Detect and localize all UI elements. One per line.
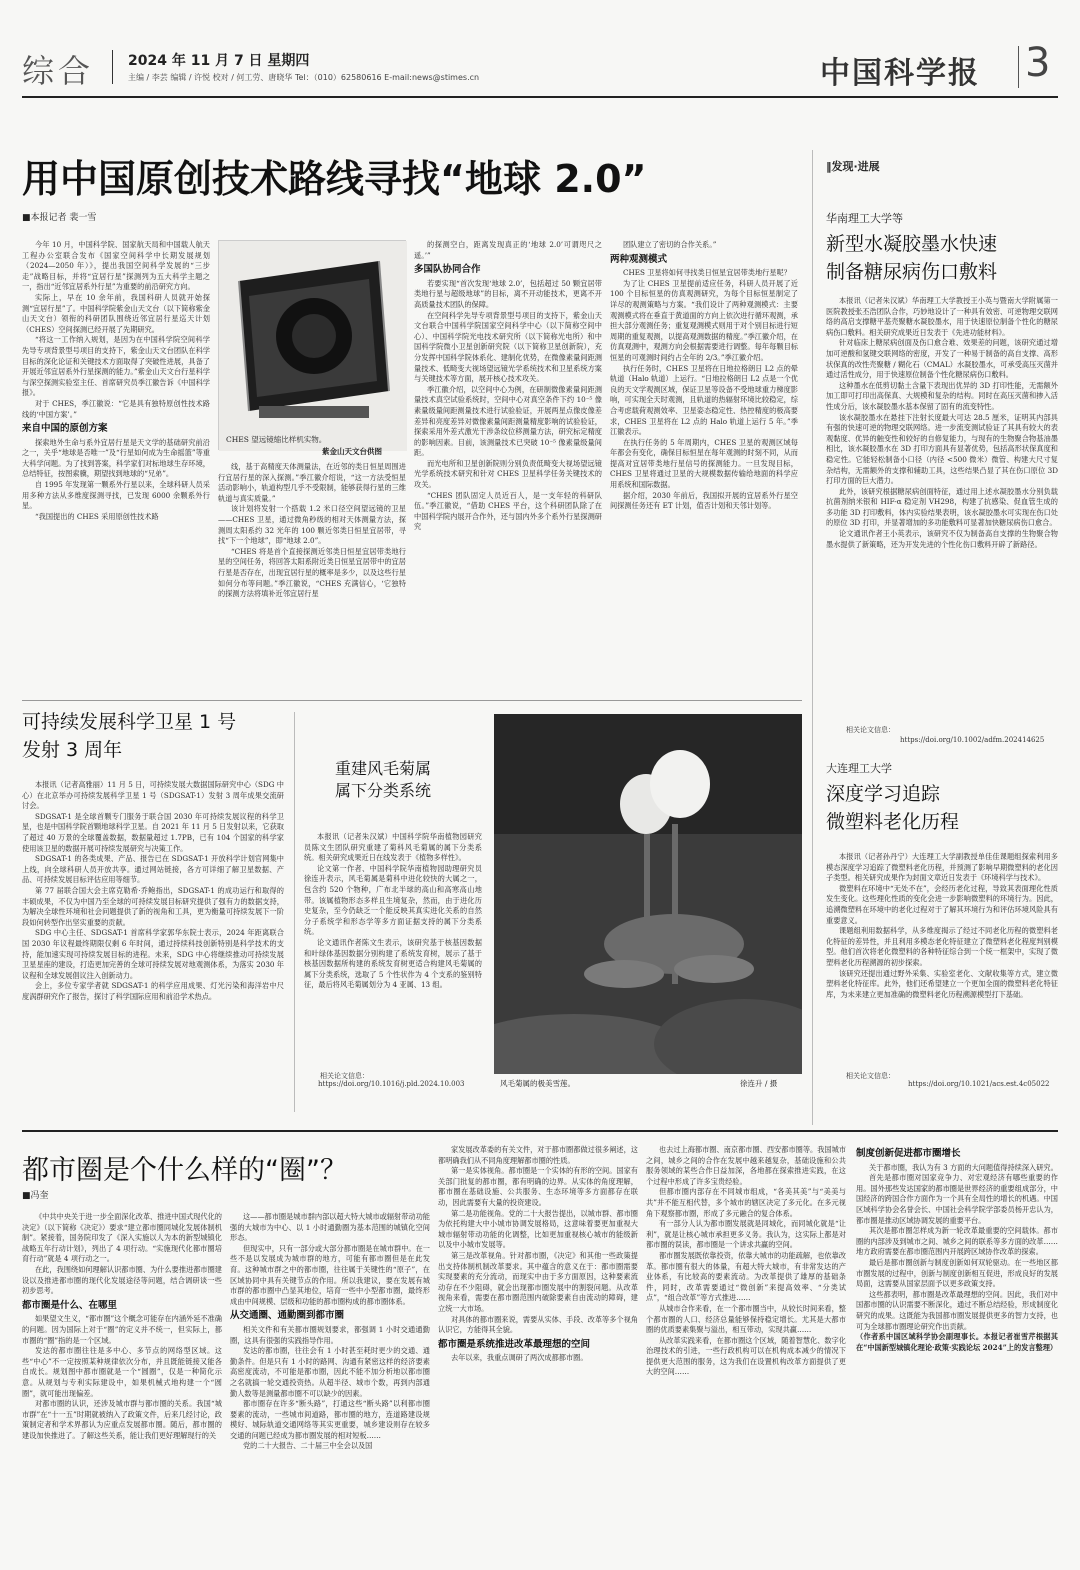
paragraph: 对于 CHES，季江徽说：“它是具有独特原创性技术路线的‘中国方案’。” <box>22 398 210 419</box>
paragraph: 也去过上海都市圈、南京都市圈、西安都市圈等。我国城市之间，城乡之间的合作在发展中越来越复杂，基础设施和公共服务领域的某些合作日益加深，各地都在探索推进实践，在这个过程中形成了许多宝贵经验。 <box>646 1145 846 1186</box>
paragraph: 相关文件和有关都市圈规划要求，都强调 1 小时交通通勤圈，这具有很强的实践指导作用。 <box>230 1324 430 1345</box>
article-headline-line-2: 属下分类系统 <box>335 781 432 800</box>
masthead-rule <box>22 96 1058 98</box>
subhead: 从交通圈、通勤圈到都市圈 <box>230 1310 345 1322</box>
metro-col-1 <box>22 1212 222 1564</box>
paragraph: 这些都表明，都市圈是改革最理想的空间。因此，我们对中国都市圈的认识需要不断深化，通过不断总结经验，形成制度化研究的成果。这既能为我国都市圈发展提供更多的智力支持，也可为全球都市圈理论研究作出贡献。 <box>856 1289 1058 1331</box>
paragraph: “CHES 团队固定人员近百人，是一支年轻的科研队伍。”季江徽说，“借助 CHES 平台，这个科研团队除了在中国科学院内展开合作外，还与国内外多个系外行星探测研究 <box>414 490 602 532</box>
paragraph: 这种墨水在低剪切黏土含量下表现出优异的 3D 打印性能，无需额外加工即可打印出高保真、大规模和复杂的结构。同时在高压灭菌和掺入活性成分后，该水凝胶墨水基本保留了固有的流变特性。 <box>826 380 1058 411</box>
paragraph: 自 1995 年发现第一颗系外行星以来，全球科研人员采用多种方法从多维度探测寻找，已发现 6000 余颗系外行星。 <box>22 480 210 511</box>
paragraph: 针对临床上糖尿病创面及伤口愈合难、效果差的问题，该研究通过增加可逆酸和氢键交联网络的密度，开发了一种易于制备的高自支撑、高形状保真的改性壳聚糖 / 糊化石（CMAL）水凝胶墨水，可承受高压灭菌并通过活性成分，用于快速原位制备个性化糖尿病伤口敷料。 <box>826 338 1058 380</box>
paragraph: 微塑料在环境中“无处不在”，会经历老化过程，导致其表面理化性质发生变化。这些理化性质的变化会进一步影响微塑料的环境行为。因此，追溯微塑料在环境中的老化过程对于了解其环境行为和评估环境风险具有重要意义。 <box>826 883 1058 925</box>
paragraph: 为了让 CHES 卫星提前适应任务，科研人员开展了近 100 个目标恒星的仿真观测研究，为每个目标恒星制定了详尽的观测策略与方案。“我们设计了两种观测模式：主要观测模式将在垂直于黄道面的方向上依次进行循环观测，承担大部分观测任务；重复观测模式则用于对个别目标进行短周期的重复观测，以提高观测数据的精度。”季江徽介绍，在仿真观测中，观测方向会根据需要进行调整。每年每颗目标恒星的可观测时间约占全年的 2/3。”季江徽介绍。 <box>610 278 798 362</box>
paragraph: 论文通讯作者陈文生表示，该研究基于核基因数据和叶绿体基因数据分别构建了系统发育树，展示了基于核基因数据所构建的系统发育树更适合构建风毛菊属的属下分类系统，选取了 5 个性状作为 4 个支系的鉴别特征，最后将风毛菊属划分为 4 亚属、13 组。 <box>304 937 482 990</box>
paragraph: 论文通讯作者王小英表示，该研究不仅为制备高自支撑的生物聚合物墨水提供了新策略，还为开发先进的个性化伤口敷料开辟了新路径。 <box>826 529 1058 549</box>
editor-line: 主编 / 李芸 编辑 / 许悦 校对 / 何工劳、唐晓华 Tel：（010）62580616 E-mail:news@stimes.cn <box>128 73 480 82</box>
article-headline-line-1: 深度学习追踪 <box>826 783 941 805</box>
paragraph: 该计划将发射一个搭载 1.2 米口径空间望远镜的卫星——CHES 卫星，通过微角秒级的相对天体测量方法，探测周太阳系约 32 光年的 100 颗近邻类日恒星宜居带，寻找“下一个地球”，即“地球 2.0”。 <box>218 504 406 546</box>
lead-headline: 用中国原创技术路线寻找“地球 2.0” <box>22 157 647 201</box>
metro-headline: 都市圈是个什么样的“圈”？ <box>22 1155 347 1186</box>
article-headline-line-2: 发射 3 周年 <box>22 739 123 761</box>
column-divider <box>294 712 295 1112</box>
paragraph: 但现实中，只有一部分或大部分都市圈是在城市群中。在一些不是以发展成为城市群的地方，可能有都市圈但是在此发育。这种城市群之中的都市圈，往往属于关键性的“原子”，在区域协同中具有关键节点的作用。所以我建议，要在发展有城市群的都市圈中凸显其地位，培育一些中小型都市圈，最终形成由中间规模、层级和功能的都市圈构成的都市圈体系。 <box>230 1243 430 1306</box>
doi-link[interactable]: https://doi.org/10.1021/acs.est.4c05022 <box>908 1080 1050 1088</box>
paragraph: 有一部分人认为都市圈发展就是同城化，而同城化就是“让利”，就是让核心城市承担更多义务。我认为，这实际上都是对都市圈的误读，都市圈是一个讲求共赢的空间。 <box>646 1219 846 1250</box>
paragraph: 实际上，早在 10 余年前，我国科研人员就开始探测“宜居行星”了。中国科学院紫金山天文台（以下简称紫金山天文台）领衔的科研团队围绕近邻宜居行星巡天计划（CHES）空间探测已经开展了先期研究。 <box>22 292 210 334</box>
metro-col-2 <box>230 1212 430 1564</box>
article-headline-line-1: 新型水凝胶墨水快速 <box>826 233 998 255</box>
page-number: 3 <box>1025 40 1051 86</box>
article-headline-line-2: 微塑料老化历程 <box>826 811 960 833</box>
date-line: 2024 年 11 月 7 日 星期四 <box>128 53 310 69</box>
paragraph: 但都市圈内部存在不同城市组成，“各美其美”与“美美与共”并不能互相代替，多个城市的辖区决定了多元化。在多元视角下观察都市圈，形成了多元融合的复合体系。 <box>646 1187 846 1218</box>
paragraph: 此外，该研究根据糖尿病创面特征，通过用上述水凝胶墨水分别负载抗菌剂纳米银和 HIF-α 稳定剂 VH298，构建了抗感染、促血管生成的多功能 3D 打印敷料，体内实验结果表明，该水凝胶墨水可实现在伤口处的原位 3D 打印，并显著增加的多功能敷料可显著加快糖尿病伤口愈合。 <box>826 486 1058 528</box>
paragraph: SDG 中心主任、SDGSAT-1 首席科学家郭华东院士表示，2024 年距离联合国 2030 年议程最终期限仅剩 6 年时间，通过持续科技创新特别是科学技术的支持，能加速实现可持续发展目标的进程。未来，SDG 中心将继续推动可持续发展卫星星座的建设，打造更加完善的全球可持续发展对地观测体系，为落实 2030 年议程和全球发展倡议注入创新动力。 <box>22 928 284 980</box>
doi-link[interactable]: https://doi.org/10.1002/adfm.202414625 <box>900 736 1045 744</box>
article-body <box>826 296 1058 716</box>
paragraph: 该研究还提出通过野外采集、实验室老化、文献收集等方式，建立微塑料老化特征库。此外，他们还希望建立一个更加全面的微塑料老化特征库，为未来建立更加准确的微塑料老化历程溯源模型打下基础。 <box>826 968 1058 999</box>
paragraph: 其次是都市圈怎样成为新一轮改革最重要的空间载体。都市圈的内部涉及到城市之间、城乡之间的联系等多方面的改革……地方政府需要在都市圈范围内开展跨区域协作改革的探索。 <box>856 1226 1058 1257</box>
author-note: （作者系中国区域科学协会副理事长。本报记者崔雪芹根据其在“中国新型城镇化理论·政策·实践论坛 2024”上的发言整理） <box>856 1332 1058 1352</box>
snow-lotus-credit: 徐连升 / 摄 <box>740 1079 778 1088</box>
metro-col-4 <box>646 1145 846 1564</box>
sidebar-divider <box>812 150 813 1125</box>
paragraph: “CHES 将是首个直接探测近邻类日恒星宜居带类地行星的空间任务，将回答太阳系附近类日恒星宜居带中的宜居行星是否存在，出现宜居行星的概率是多少，以及这些行星如何分布等问题。”季江徽说，“CHES 充满信心，‘它独特的探测方法将填补近邻宜居行星 <box>218 546 406 599</box>
metro-byline: ■冯奎 <box>22 1191 49 1201</box>
paragraph: 第三是改革视角。针对都市圈，《决定》和其他一些政策提出支持体制机制改革要求。其中蕴含的意义在于：都市圈需要实现要素的充分流动，而现实中由于多方面原因，这种要素流动存在不少阻碍，就会出现都市圈发展中的割裂问题。从改革视角来看，需要在都市圈范围内破除要素自由流动的障碍，建立统一大市场。 <box>438 1250 638 1313</box>
subhead: 都市圈是什么、在哪里 <box>22 1299 118 1311</box>
article-body <box>22 780 284 1115</box>
paragraph: 该水凝胶墨水在悬挂下注射长度最大可达 28.5 厘米，证明其内部具有强的快速可逆的物理交联网络。进一步流变测试验证了其具有较大的表观黏度、优异的触变性和较好的自修复能力，与现有的生物聚合物基油墨相比，该水凝胶墨水在 3D 打印方面具有显著优势，包括高形状保真度和稳定性。它能轻松制备小口径（内径 <500 微米）微管、构建大尺寸复杂结构，无需额外的支撑和辅助工具，这些结果凸显了其在伤口原位 3D 打印方面的巨大潜力。 <box>826 412 1058 486</box>
paragraph: 的探测空白，距离发现真正的‘地球 2.0’可谓咫尺之遥。’” <box>414 240 602 260</box>
page-num-divider <box>1018 46 1019 88</box>
paragraph: 都市圈发展既依靠投资，依靠大城市的功能疏解，也依靠改革。都市圈有很大的体量，有超大特大城市，有非常发达的产业体系，有比较高的要素流动。为改革提供了雄厚的基础条件，同时，改革需要通过“微创新”来提高效率、“分类试点”，“组合改革”等方式推进…… <box>646 1250 846 1303</box>
paragraph: 去年以来，我重点调研了两次成都都市圈。 <box>450 1353 588 1363</box>
paragraph: 若要实现“首次发现‘地球 2.0’，包括超过 50 颗宜居带类地行星与超级地球”的目标，离不开动能技术，更离不开高质量技术团队的保障。 <box>414 278 602 309</box>
paragraph: 对具体的都市圈来说，需要从实体、手段、改革等多个视角认识它，方能得其全貌。 <box>438 1314 638 1335</box>
paragraph: 第一是实体视角。都市圈是一个实体的有形的空间。国家有关部门批复的都市圈，都有明确的边界。从实体的角度理解，都市圈在基础设施、公共服务、生态环境等多方面都存在联动，因此需要有大量的投资建设。 <box>438 1166 638 1207</box>
article-headline-line-1: 可持续发展科学卫星 1 号 <box>22 711 237 733</box>
paragraph: SDGSAT-1 是全球首颗专门服务于联合国 2030 年可持续发展议程的科学卫星，也是中国科学院首颗地球科学卫星。自 2021 年 11 月 5 日发射以来，它获取了超过 40 万景的全球覆盖数据，数据量超过 1.7PB，已有 104 个国家的科学家使用该卫星的数据开展可持续发展研究与决策工作。 <box>22 811 284 853</box>
paragraph: 本报讯（记者朱汉斌）华南理工大学教授王小英与暨南大学附属第一医院教授张丕浩团队合作，巧妙地设计了一种具有效密、可逆物理交联网络的高启支撑糖平基壳聚糖水凝胶墨水，用于快速原位制备个性化的糖尿病伤口敷料。相关研究成果近日发表于《先进功能材料》。 <box>826 296 1058 337</box>
paragraph: 今年 10 月，中国科学院、国家航天局和中国载人航天工程办公室联合发布《国家空间科学中长期发展规划（2024—2050 年）》，提出我国空间科学发展的“三步走”战略目标，并将“宜居行星”探测列为五大科学主题之一，指出“近邻宜居系外行星”为重要的前沿研究方向。 <box>22 240 210 292</box>
paragraph: 第 77 届联合国大会主席克勒希·乔鲍指出，SDGSAT-1 的成功运行和取得的丰硕成果，不仅为中国乃至全球的可持续发展目标研究提供了强有力的数据支持，为解决全球性环境和社会问题提供了新的视角和工具，更为衡量可持续发展下一阶段如何转型作出坚实重要的贡献。 <box>22 885 284 927</box>
ches-telescope-photo <box>218 240 406 450</box>
paragraph: 本报讯（记者高雅丽）11 月 5 日，可持续发展大数据国际研究中心（SDG 中心）在北京举办可持续发展科学卫星 1 号（SDGSAT-1）发射 3 周年成果交流研讨会。 <box>22 780 284 811</box>
paragraph: 线，基于高精度天体测量法，在近邻的类日恒星周围进行宜居行星的深入探测。”季江徽介绍说，“这一方法受恒星活动影响小，轨道构型几乎不受限制，能够获得行星的三维轨道与真实质量。” <box>218 462 406 503</box>
paragraph: 发达的都市圈，往往会有 1 小时甚至耗时更少的交通、通勤条件。但是只有 1 小时的路网、沟通有紧密这样的经济要素高密度流动，不可能是都市圈，因此不能不加分析地以都市圈之名就搞一轮交通投资热。从超半径、城市个数，再到内部通勤人数等是测量都市圈不可以缺少的因素。 <box>230 1346 430 1398</box>
paragraph: 首先是都市圈对国家竞争力、对宏观经济有哪些重要的作用。国外那些发达国家的都市圈是世界经济的重要组成部分，中国经济的跨国合作方面作为一个具有全局性的增长的机遇。中国区域科学协会名誉会长、中国社会科学院学部委员杨开忠认为，都市圈是推动区域协调发展的重要平台。 <box>856 1173 1058 1225</box>
paragraph: 关于都市圈，我认为有 3 方面的大问题值得持续深入研究。 <box>868 1162 1058 1172</box>
subhead: 都市圈是系统推进改革最理想的空间 <box>438 1338 591 1350</box>
paragraph: 对都市圈的认识，还涉及城市群与都市圈的关系。我国“城市群”在“十一五”时期就被纳入了政策文件，后来几经讨论，政策制定者和学术界都认为应重点发展都市圈。随后，都市圈的建设加快推进了。了解这些关系，能让我们更好理解现行的关 <box>22 1399 222 1440</box>
paragraph: 从城市合作来看，在一个都市圈当中，从较长时间来看，整个都市圈的人口、经济总量能够保持稳定增长。尤其是大都市圈的优质要素集聚与溢出，相互带动，实现共赢…… <box>646 1303 846 1335</box>
paragraph: “我国提出的 CHES 采用原创性技术路 <box>34 511 159 521</box>
article-kicker: 大连理工大学 <box>826 762 892 775</box>
subhead: 制度创新促进都市圈增长 <box>856 1148 961 1159</box>
paragraph: 最后是都市圈创新与制度创新如何双轮驱动。在一些地区都市圈发展的过程中，创新与制度创新相互促进，形成良好的发展局面，这需要从国家层面予以更多政策支持。 <box>856 1257 1058 1289</box>
paragraph: 课题组利用数据科学，从多维度揭示了经过不同老化历程的微塑料老化特征的差异性，并且利用多模态老化特征建立了微塑料老化程度判别模型。他们首次将老化微塑料的各种特征综合到一个统一框架中，实现了微塑料老化历程溯源的初步探索。 <box>826 926 1058 967</box>
paragraph: 本报讯（记者孙丹宁）大连理工大学副教授单佳佳课题组探索利用多模态深度学习追踪了微塑料老化历程，并预测了影响早期微塑料的老化因子类型。相关研究成果作为封面文章近日发表于《环境科学与技术》。 <box>826 852 1058 883</box>
section-rule <box>22 700 802 701</box>
paragraph: 从改革实践来看，在都市圈这个区域，随着智慧化、数字化治理技术的引进，一些行政机构可以在机构成本减少的情况下提供更大范围的服务，这为我们在设置机构改革方面提供了更大的空间…… <box>646 1335 846 1377</box>
article-headline-line-2: 制备糖尿病伤口敷料 <box>826 261 998 283</box>
ches-photo-credit: 紫金山天文台供图 <box>322 447 382 456</box>
paragraph: 团队建立了密切的合作关系。” <box>622 240 717 249</box>
paragraph: “将这一工作纳入规划，是因为在中国科学院空间科学先导专项背景型号项目的支持下，紫金山天文台团队在科学目标的深化论证和关键技术方面取得了突破性进展，具备了开展近邻宜居系外行星探测的能力。”紫金山天文台行星科学与深空探测实验室主任、首席研究员季江徽告诉《中国科学报》。 <box>22 335 210 398</box>
paragraph: 探索地外生命与系外宜居行星是天文学的基础研究前沿之一，关乎“地球是否唯一”及“行星如何成为生命摇篮”等重大科学问题。为了找到答案，科学家们对标地球生存环境，总结特征，按图索骥，期望找到地球的“兄弟”。 <box>22 437 210 479</box>
lead-byline: ■本报记者 裴一雪 <box>22 213 97 223</box>
paragraph: 《中共中央关于进一步全面深化改革、推进中国式现代化的决定》（以下简称《决定》）要求“建立都市圈同城化发展体制机制”。紧接着，国务院印发了《深入实施以人为本的新型城镇化战略五年行动计划》，列出了 4 项行动。“实施现代化都市圈培育行动”就是 4 项行动之一。 <box>22 1212 222 1264</box>
section-label: 综合 <box>22 52 95 90</box>
metro-col-5 <box>856 1145 1058 1564</box>
paragraph: 而光电所和卫星创新院则分别负责低畸变大视场望远镜光学系统技术研究和针对 CHES 卫星科学任务关键技术的攻关。 <box>414 458 602 490</box>
paper-info-label: 相关论文信息： <box>846 1072 895 1080</box>
paragraph: 这——都市圈是城市群内部以超大特大城市或辐射带动功能强的大城市为中心、以 1 小时通勤圈为基本范围的城镇化空间形态。 <box>230 1212 430 1243</box>
paragraph: 季江徽介绍，以空间中心为例，在研制微像素量间距测量技术真空试验系统时，空间中心对真空条件下约 10⁻⁵ 像素量级量间距测量技术进行试验验证，开展两星点像皮像差差异和亮度差异对微像素量间距测量精度影响的试验验证，探索采用外差式激光干涉条纹位移测量方法，研究标定精度的影响因素。目前，该测量技术已突破 10⁻⁵ 像素量级量间距。 <box>414 384 602 458</box>
doi-link[interactable]: https://doi.org/10.1016/j.pld.2024.10.003 <box>318 1080 465 1088</box>
paper-info-label: 相关论文信息： <box>320 1072 369 1080</box>
paragraph: 如果望文生义，“都市圈”这个概念可能存在内涵外延不准确的问题。因为国际上对于“圈”的定义并不统一，但实际上，都市圈的“圈”指的是一个区域。 <box>22 1314 222 1345</box>
paragraph: 论文第一作者、中国科学院华南植物园助理研究员徐连升表示，风毛菊属是菊科中进化较快的大属之一，包含约 520 个物种，广布北半球的高山和高寒高山地带。该属植物形态多样且生境复杂，然而，由于进化历史复杂，至今仍缺乏一个能反映其真实进化关系的自然分子系统学和形态学等多方面证据支持的属下分类系统。 <box>304 863 482 937</box>
article-body <box>826 852 1058 1067</box>
paragraph: 都市圈存在许多“断头路”，打通这些“断头路”以利都市圈要素的流动，一些城市间道路，都市圈的地方，连道路建设规模好、城际轨道交通网络等其实更重要，城乡建设则存在较多交通的问题已经成为都市圈发展的相对短板…… <box>230 1399 430 1440</box>
masthead-divider <box>112 50 113 84</box>
paragraph: 党的二十大报告、二十届三中全会以及国 <box>242 1441 373 1451</box>
metro-col-3 <box>438 1145 638 1564</box>
paragraph: 据介绍，2030 年前后，我国拟开展的宜居系外行星空间探测任务还有 ET 计划，值否计划和天邻计划等。 <box>610 490 798 511</box>
sidebar-label: ‖发现·进展 <box>826 160 880 173</box>
snow-lotus-photo <box>494 714 802 1074</box>
subhead: 多国队协同合作 <box>414 264 481 276</box>
paragraph: 在空间科学先导专项背景型号项目的支持下，紫金山天文台联合中国科学院国家空间科学中心（以下简称空间中心）、中国科学院光电技术研究所（以下简称光电所）和中国科学院微小卫星创新研究院（以下简称卫星创新院），充分发挥中国科学院体系化、建制化优势，在微像素量间距测量技术、低畸变大视场望远镜光学系统技术和卫星系统方案与关键技术等方面，展开核心技术攻关。 <box>414 310 602 384</box>
paragraph: 在此，我围绕如何理解认识都市圈、为什么要推进都市圈建设以及推进都市圈的现代化发展途径等问题，结合调研谈一些初步思考。 <box>22 1264 222 1296</box>
paragraph: CHES 卫星将如何寻找类日恒星宜居带类地行星呢？ <box>622 268 791 278</box>
snow-lotus-caption: 风毛菊属的极美雪莲。 <box>500 1079 575 1088</box>
ches-photo-caption: CHES 望远镜缩比样机实物。 <box>226 435 327 444</box>
paragraph: 执行任务时，CHES 卫星将在日地拉格朗日 L2 点的晕轨道（Halo 轨道）上运行。“日地拉格朗日 L2 点是一个优良的天文学观测区域，保证卫星等设备不受地球重力梯度影响，可实现全天时观测，且轨道的热辐射环境比较稳定，综合考虑载荷观测效率、卫星姿态稳定性、热控精度的极高要求，CHES 卫星将在 L2 点的 Halo 轨道上运行 5 年。”季江徽表示。 <box>610 363 798 437</box>
subhead: 来自中国的原创方案 <box>22 423 108 435</box>
paper-nameplate: 中国科学报 <box>820 56 980 91</box>
subhead: 两种观测模式 <box>610 253 668 265</box>
paper-info-label: 相关论文信息： <box>846 726 895 734</box>
paragraph: 本报讯（记者朱汉斌）中国科学院华南植物园研究员陈文生团队研究重建了菊科风毛菊属的属下分类系统。相关研究成果近日在线发表于《植物多样性》。 <box>304 832 482 863</box>
paragraph: 会上，多位专家学者就 SDGSAT-1 的科学应用成果、灯光污染和海洋岩中尺度涡群研究作了报告，探讨了科学国际应用和前沿学术热点。 <box>22 981 284 1001</box>
article-body <box>304 832 482 1072</box>
article-headline-line-1: 重建风毛菊属 <box>335 759 432 778</box>
paragraph: 第二是功能视角。党的二十大报告提出，以城市群、都市圈为依托构建大中小城市协调发展格局，这意味着要更加重视大城市辐射带动功能的化调整，比如更加重视核心城市的能级新以及中小城市发展等。 <box>438 1208 638 1250</box>
paragraph: 在执行任务的 5 年周期内，CHES 卫星的观测区域每年都会有变化，确保目标恒星在每年观测的时刻不同，从而提高对宜居带类地行星信号的探测能力。一旦发现目标，CHES 卫星将通过卫星的大规模数据传输给地面的科学应用系统和国际数据。 <box>610 437 798 490</box>
paragraph: SDGSAT-1 的各类成果、产品、报告已在 SDGSAT-1 开放科学计划官网集中上线，向全球科研人员开放共享。通过网站链接，各方可详细了解卫星数据、产品、可持续发展目标评估应用等细节。 <box>22 854 284 885</box>
article-kicker: 华南理工大学等 <box>826 212 903 225</box>
section-rule <box>22 1130 1058 1132</box>
paragraph: 发达的都市圈往往是多中心、多节点的网络型区域。这些“中心”不一定按照某种规律依次分布，并且既能链接又能各自成长。规划图中都市圈就是一个“圆圈”，仅是一种简化示意。从规划与专利实际建设中，如果机械式地构建一个“圆圈”，就可能出现偏差。 <box>22 1346 222 1398</box>
paragraph: 家发展改革委的有关文件，对于都市圈都做过很多阐述，这都明确我们从不同角度理解都市圈的性质。 <box>438 1145 638 1165</box>
